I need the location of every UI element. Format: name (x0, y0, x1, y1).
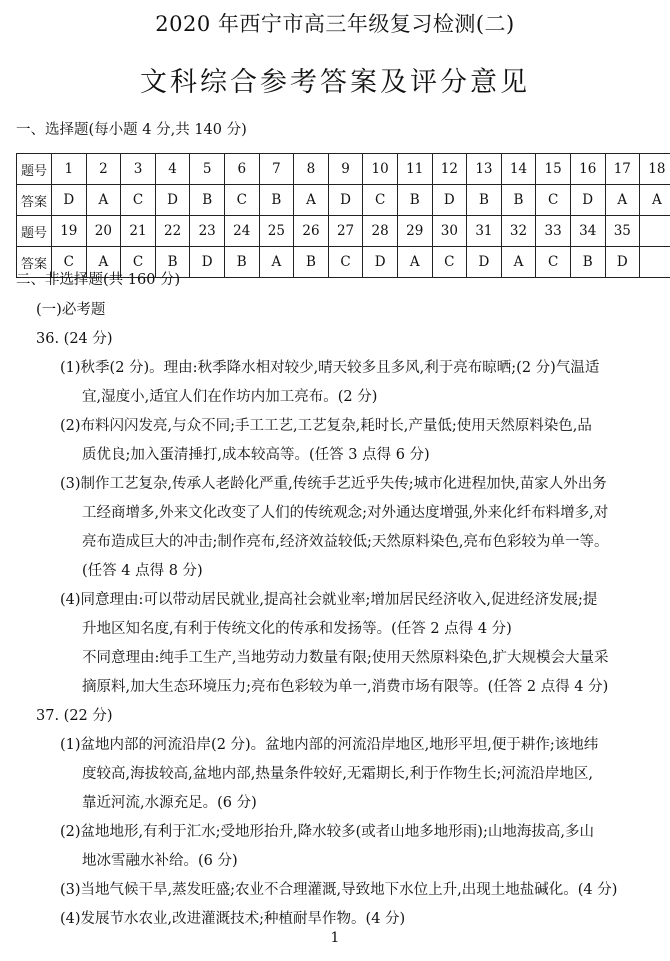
answer-table-cell: B (467, 185, 502, 216)
answer-table-cell: D (52, 185, 87, 216)
answer-table-cell: 11 (397, 154, 432, 185)
answer-table-cell: B (259, 185, 294, 216)
answer-table-cell: B (155, 247, 190, 278)
q37-label: 37. (22 分) (36, 708, 113, 724)
q36-answer-4-disagree: 不同意理由:纯手工生产,当地劳动力数量有限;使用天然原料染色,扩大规模会大量采 (82, 650, 609, 666)
answer-table-cell: 6 (224, 154, 259, 185)
q37-answer-1: (1)盆地内部的河流沿岸(2 分)。盆地内部的河流沿岸地区,地形平坦,便于耕作;该地纬 (60, 737, 599, 753)
answer-table-cell: 23 (190, 216, 225, 247)
answer-table-cell: C (121, 247, 156, 278)
answer-table-cell: 13 (467, 154, 502, 185)
answer-table-cell: A (605, 185, 640, 216)
answer-table-cell: C (224, 185, 259, 216)
answer-table-cell: A (86, 247, 121, 278)
q36-answer-1-cont: 宜,湿度小,适宜人们在作坊内加工亮布。(2 分) (82, 389, 378, 405)
answer-table-cell: 9 (328, 154, 363, 185)
answer-table-cell: A (397, 247, 432, 278)
answer-table-row (17, 185, 670, 216)
answer-table-header-cell: 答案 (17, 185, 52, 216)
answer-table-cell: 15 (536, 154, 571, 185)
answer-table-cell: C (363, 185, 398, 216)
answer-table-cell: A (259, 247, 294, 278)
answer-table-cell: D (432, 185, 467, 216)
answer-table-cell: 7 (259, 154, 294, 185)
answer-table-header-cell: 题号 (17, 216, 52, 247)
answer-table-cell: 1 (52, 154, 87, 185)
answer-table-cell: D (328, 185, 363, 216)
answer-table-cell: 28 (363, 216, 398, 247)
answer-table-cell: B (190, 185, 225, 216)
q36-answer-2: (2)布料闪闪发亮,与众不同;手工工艺,工艺复杂,耗时长,产量低;使用天然原料染色,品 (60, 418, 592, 434)
answer-table-cell: 29 (397, 216, 432, 247)
answer-table-cell (640, 247, 670, 278)
answer-table-cell: 16 (570, 154, 605, 185)
q37-answer-4: (4)发展节水农业,改进灌溉技术;种植耐旱作物。(4 分) (60, 911, 406, 927)
answer-table-cell: 30 (432, 216, 467, 247)
answer-table-cell: 2 (86, 154, 121, 185)
answer-table-header-cell: 题号 (17, 154, 52, 185)
answer-table-cell: B (501, 185, 536, 216)
answer-table-cell: D (190, 247, 225, 278)
q36-answer-4: (4)同意理由:可以带动居民就业,提高社会就业率;增加居民经济收入,促进经济发展;提 (60, 592, 598, 608)
answer-table-row (17, 154, 670, 185)
q36-answer-4-disagree-cont: 摘原料,加大生态环境压力;亮布色彩较为单一,消费市场有限等。(任答 2 点得 4 分) (82, 679, 609, 695)
answer-table-cell: 19 (52, 216, 87, 247)
q36-answer-4-cont: 升地区知名度,有利于传统文化的传承和发扬等。(任答 2 点得 4 分) (82, 621, 512, 637)
answer-table-cell: 18 (640, 154, 670, 185)
q37-answer-2: (2)盆地地形,有利于汇水;受地形抬升,降水较多(或者山地多地形雨);山地海拔高,多山 (60, 824, 594, 840)
q36-answer-3: (3)制作工艺复杂,传承人老龄化严重,传统手艺近乎失传;城市化进程加快,苗家人外出务 (60, 476, 607, 492)
answer-table-cell: 4 (155, 154, 190, 185)
answer-table-cell: A (86, 185, 121, 216)
answer-table-cell: A (640, 185, 670, 216)
q36-answer-3-cont: 工经商增多,外来文化改变了人们的传统观念;对外通达度增强,外来化纤布料增多,对 (82, 505, 609, 521)
answer-table-cell: 35 (605, 216, 640, 247)
answer-table-cell: D (605, 247, 640, 278)
answer-table (16, 153, 670, 278)
answer-table-cell: D (155, 185, 190, 216)
answer-table-cell: D (363, 247, 398, 278)
answer-table-cell: 26 (294, 216, 329, 247)
answer-table-cell: 14 (501, 154, 536, 185)
q37-answer-1-cont2: 靠近河流,水源充足。(6 分) (82, 795, 257, 811)
document-title: 2020 年西宁市高三年级复习检测(二) (155, 12, 515, 36)
answer-table-cell: C (536, 185, 571, 216)
answer-table-cell: 25 (259, 216, 294, 247)
q37-answer-1-cont: 度较高,海拔较高,盆地内部,热量条件较好,无霜期长,利于作物生长;河流沿岸地区, (82, 766, 594, 782)
document-subtitle: 文科综合参考答案及评分意见 (140, 67, 530, 98)
answer-table-cell: 20 (86, 216, 121, 247)
q36-label: 36. (24 分) (36, 331, 113, 347)
required-questions-heading: (一)必考题 (36, 302, 106, 318)
answer-table-cell: B (570, 247, 605, 278)
answer-table-cell: 34 (570, 216, 605, 247)
answer-table-cell (640, 216, 670, 247)
answer-table-cell: 10 (363, 154, 398, 185)
section-2-heading: 二、非选择题(共 160 分) (16, 272, 181, 288)
answer-table-row (17, 216, 670, 247)
answer-table-cell: 3 (121, 154, 156, 185)
answer-table-cell: A (294, 185, 329, 216)
q36-answer-3-cont3: (任答 4 点得 8 分) (82, 563, 203, 579)
answer-table-cell: C (52, 247, 87, 278)
answer-table-header-cell: 答案 (17, 247, 52, 278)
answer-table-cell: B (224, 247, 259, 278)
answer-table-cell: 17 (605, 154, 640, 185)
page-number: 1 (330, 930, 340, 946)
answer-table-cell: 21 (121, 216, 156, 247)
answer-table-cell: A (501, 247, 536, 278)
answer-table-cell: D (570, 185, 605, 216)
answer-body (16, 296, 660, 934)
answer-table-cell: C (432, 247, 467, 278)
answer-table-cell: 31 (467, 216, 502, 247)
answer-table-cell: B (294, 247, 329, 278)
q37-answer-3: (3)当地气候干旱,蒸发旺盛;农业不合理灌溉,导致地下水位上升,出现土地盐碱化。(4 分) (60, 882, 618, 898)
answer-table-cell: 5 (190, 154, 225, 185)
answer-table-cell: 12 (432, 154, 467, 185)
answer-table-cell: C (328, 247, 363, 278)
section-1-heading: 一、选择题(每小题 4 分,共 140 分) (16, 122, 247, 138)
answer-table-cell: 24 (224, 216, 259, 247)
answer-table-cell: 27 (328, 216, 363, 247)
answer-table-cell: 33 (536, 216, 571, 247)
answer-table-cell: 8 (294, 154, 329, 185)
q36-answer-2-cont: 质优良;加入蛋清捶打,成本较高等。(任答 3 点得 6 分) (82, 447, 430, 463)
answer-table-cell: C (121, 185, 156, 216)
answer-table-cell: B (397, 185, 432, 216)
answer-table-cell: D (467, 247, 502, 278)
q36-answer-3-cont2: 亮布造成巨大的冲击;制作亮布,经济效益较低;天然原料染色,亮布色彩较为单一等。 (82, 534, 609, 550)
answer-table-cell: C (536, 247, 571, 278)
answer-table-cell: 22 (155, 216, 190, 247)
answer-table-cell: 32 (501, 216, 536, 247)
q37-answer-2-cont: 地冰雪融水补给。(6 分) (82, 853, 238, 869)
q36-answer-1: (1)秋季(2 分)。理由:秋季降水相对较少,晴天较多且多风,利于亮布晾晒;(2 分)气温适 (60, 360, 600, 376)
